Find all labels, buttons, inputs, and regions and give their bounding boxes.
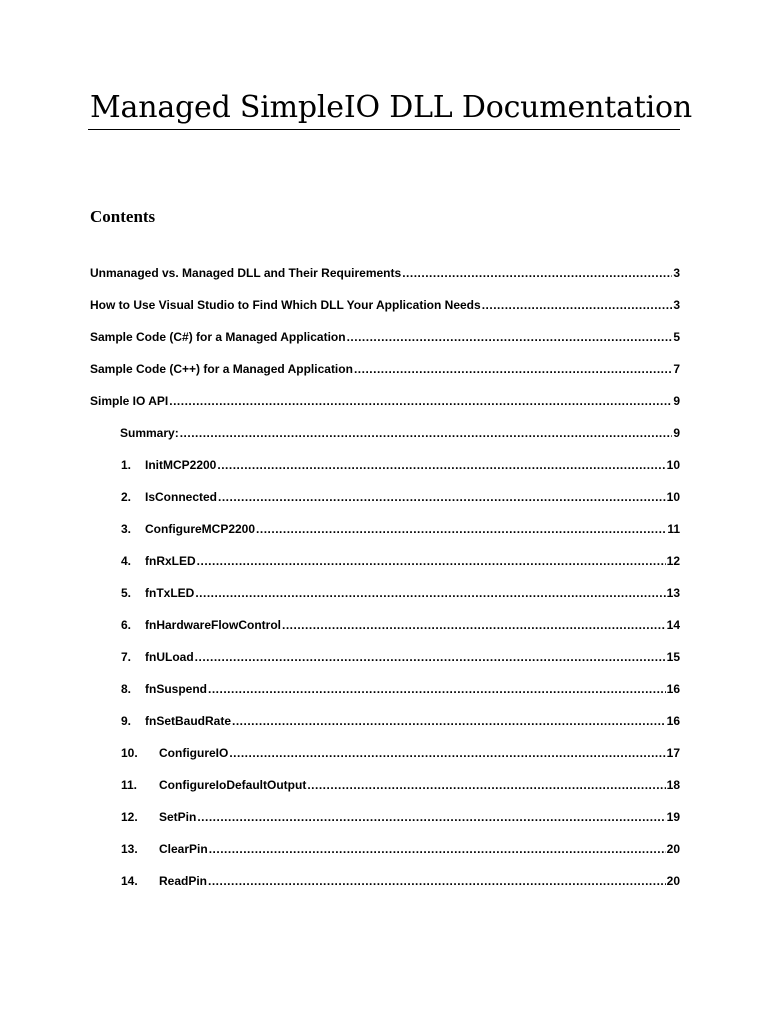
toc-entry[interactable] [90,264,680,282]
toc-entry-page-number: 13 [666,586,680,600]
toc-entry-title: ConfigureMCP2200 [145,522,256,536]
toc-entry[interactable] [121,808,680,826]
toc-dot-leader [195,584,665,602]
toc-entry-number: 8. [121,682,132,696]
toc-dot-leader [232,712,666,730]
toc-entry-number: 9. [121,714,132,728]
toc-dot-leader [218,488,666,506]
toc-entry[interactable] [90,296,680,314]
toc-entry-title: fnHardwareFlowControl [145,618,282,632]
toc-entry[interactable] [121,744,680,762]
toc-dot-leader [195,648,666,666]
toc-entry-page-number: 9 [673,426,680,440]
toc-entry-title: Simple IO API [90,394,169,408]
contents-heading: Contents [90,207,156,226]
toc-entry-page-number: 17 [666,746,680,760]
toc-entry[interactable] [120,424,680,442]
toc-dot-leader [197,552,666,570]
toc-entry-number: 10. [121,746,138,760]
toc-entry[interactable] [121,488,680,506]
document-title: Managed SimpleIO DLL Documentation [90,90,693,125]
toc-entry[interactable] [121,776,680,794]
toc-entry[interactable] [121,520,680,538]
toc-entry-title: ClearPin [159,842,208,856]
toc-entry[interactable] [121,552,680,570]
toc-entry-page-number: 12 [666,554,680,568]
toc-entry-number: 4. [121,554,132,568]
toc-entry-page-number: 10 [666,490,680,504]
toc-dot-leader [180,424,673,442]
toc-entry-number: 2. [121,490,132,504]
toc-dot-leader [256,520,666,538]
toc-entry-number: 3. [121,522,132,536]
toc-entry-title: Unmanaged vs. Managed DLL and Their Requirements [90,266,402,280]
toc-entry-page-number: 15 [666,650,680,664]
toc-dot-leader [208,872,666,890]
toc-entry-title: Summary: [120,426,179,440]
toc-entry-title: ConfigureIoDefaultOutput [159,778,307,792]
toc-dot-leader [282,616,666,634]
toc-dot-leader [208,680,666,698]
toc-entry-number: 6. [121,618,132,632]
toc-entry-title: fnULoad [145,650,194,664]
toc-entry[interactable] [121,616,680,634]
toc-dot-leader [209,840,666,858]
toc-entry-page-number: 16 [666,682,680,696]
toc-dot-leader [354,360,672,378]
toc-entry-title: InitMCP2200 [145,458,217,472]
toc-dot-leader [197,808,665,826]
toc-entry-page-number: 20 [666,842,680,856]
toc-entry[interactable] [121,872,680,890]
toc-entry-page-number: 19 [666,810,680,824]
toc-entry-number: 11. [121,778,138,792]
toc-dot-leader [347,328,673,346]
toc-entry-title: ConfigureIO [159,746,229,760]
toc-entry-number: 13. [121,842,138,856]
toc-entry-title: SetPin [159,810,197,824]
toc-entry-title: fnSetBaudRate [145,714,232,728]
toc-dot-leader [402,264,672,282]
toc-dot-leader [217,456,665,474]
toc-entry[interactable] [90,392,680,410]
toc-entry[interactable] [121,712,680,730]
toc-entry[interactable] [121,840,680,858]
toc-entry-page-number: 20 [666,874,680,888]
toc-entry-number: 7. [121,650,132,664]
toc-entry-title: fnRxLED [145,554,196,568]
toc-entry-page-number: 3 [673,298,680,312]
toc-entry[interactable] [121,680,680,698]
toc-entry[interactable] [90,360,680,378]
toc-entry[interactable] [121,648,680,666]
toc-entry-title: fnTxLED [145,586,195,600]
toc-entry[interactable] [121,456,680,474]
toc-entry-page-number: 18 [666,778,680,792]
toc-entry-title: How to Use Visual Studio to Find Which DLL Your Application Needs [90,298,481,312]
toc-entry-page-number: 14 [666,618,680,632]
toc-entry-page-number: 10 [666,458,680,472]
toc-entry-title: ReadPin [159,874,208,888]
toc-entry-page-number: 11 [667,522,680,536]
toc-dot-leader [307,776,665,794]
toc-entry-title: Sample Code (C#) for a Managed Application [90,330,346,344]
toc-entry-number: 12. [121,810,138,824]
toc-entry-page-number: 3 [673,266,680,280]
toc-entry-page-number: 9 [673,394,680,408]
toc-entry-title: fnSuspend [145,682,207,696]
toc-entry-number: 1. [121,458,132,472]
toc-entry-page-number: 5 [673,330,680,344]
toc-entry-page-number: 7 [673,362,680,376]
toc-dot-leader [482,296,673,314]
toc-entry-number: 14. [121,874,138,888]
toc-entry-page-number: 16 [666,714,680,728]
toc-entry-title: Sample Code (C++) for a Managed Application [90,362,353,376]
toc-entry[interactable] [90,328,680,346]
toc-entry-title: IsConnected [145,490,218,504]
toc-dot-leader [229,744,665,762]
toc-entry[interactable] [121,584,680,602]
toc-dot-leader [169,392,672,410]
toc-entry-number: 5. [121,586,132,600]
